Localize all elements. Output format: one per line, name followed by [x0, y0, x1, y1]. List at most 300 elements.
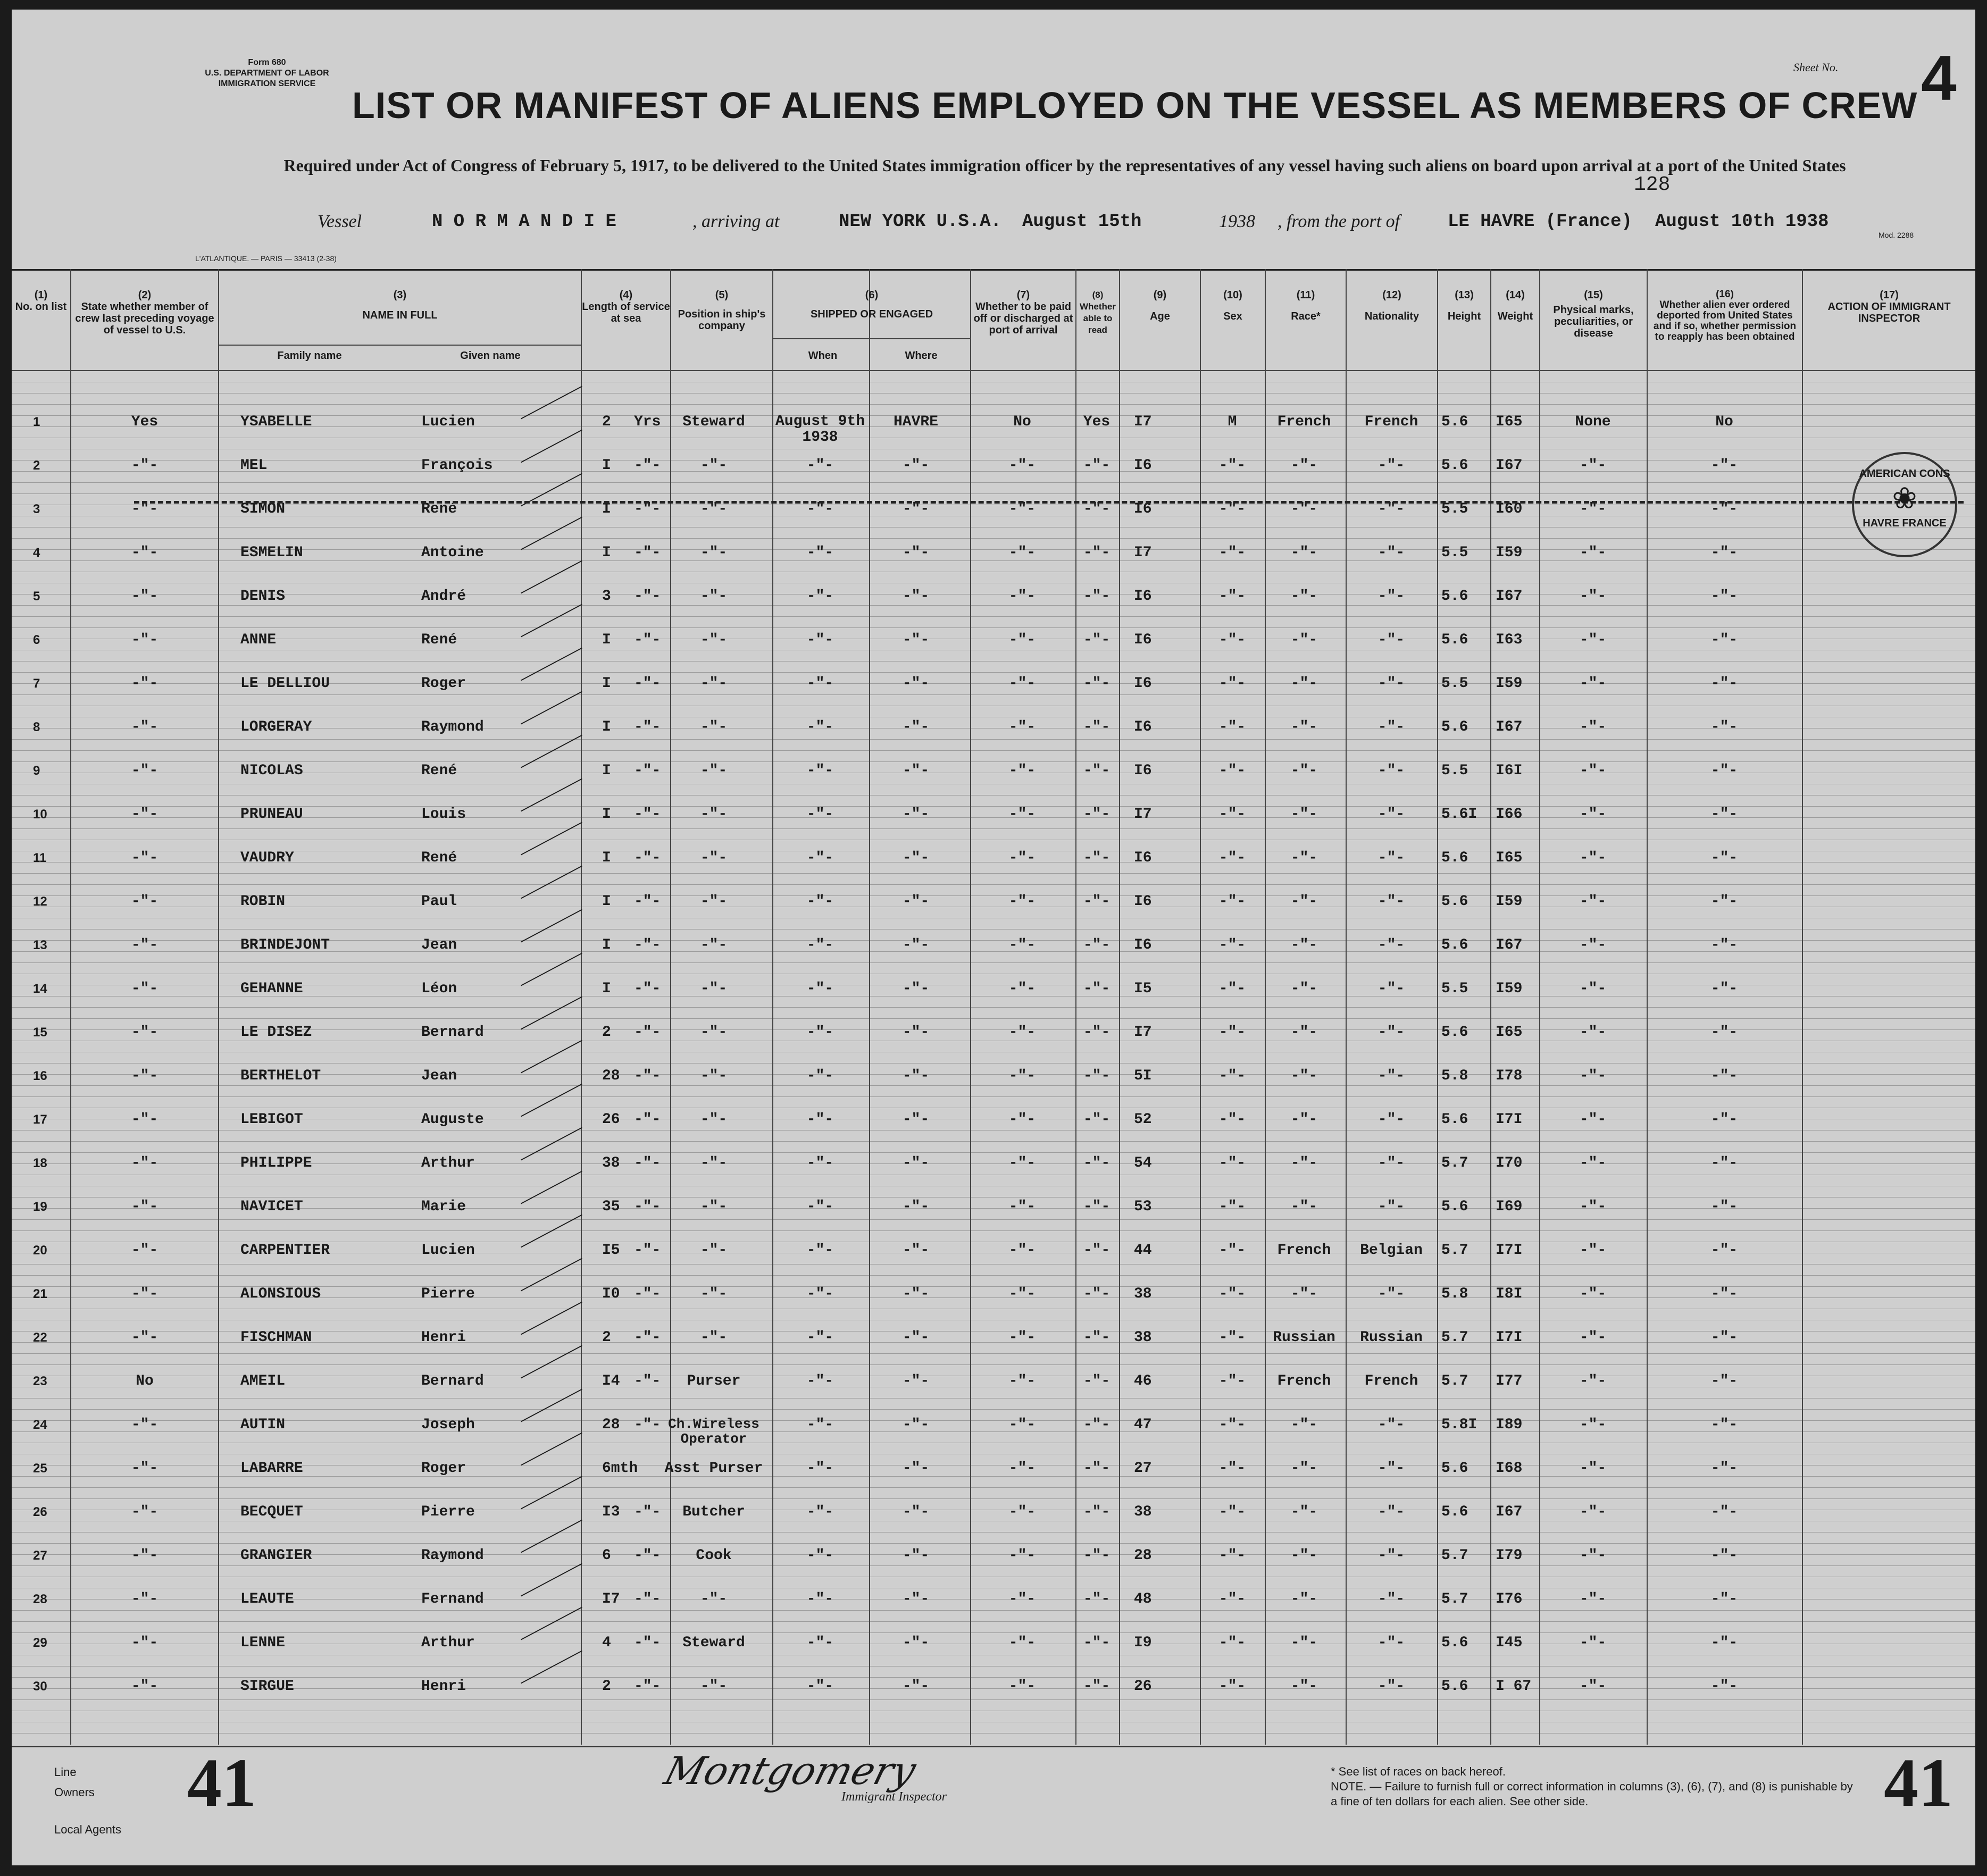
prev-voyage: -"- — [131, 1678, 158, 1695]
paid-off: -"- — [1008, 850, 1036, 866]
shipped-when: -"- — [806, 1547, 834, 1564]
consulate-stamp — [1852, 452, 1957, 557]
nationality: Belgian — [1360, 1242, 1423, 1259]
given-name: Raymond — [421, 719, 484, 735]
service-length: I — [602, 457, 611, 474]
row-number: 11 — [33, 851, 47, 865]
prev-voyage: No — [136, 1373, 154, 1389]
deported: -"- — [1710, 763, 1738, 779]
age: 38 — [1134, 1286, 1152, 1302]
height: 5.5 — [1441, 501, 1468, 517]
able-to-read: -"- — [1083, 588, 1111, 605]
given-name: René — [421, 501, 457, 517]
shipped-where: -"- — [902, 1547, 930, 1564]
given-name: René — [421, 763, 457, 779]
row-number: 3 — [33, 502, 40, 516]
shipped-when: August 9th 1938 — [775, 413, 865, 446]
sheet-number: 4 — [1921, 43, 1957, 114]
position: -"- — [700, 1591, 728, 1607]
shipped-where: -"- — [902, 675, 930, 692]
age: 27 — [1134, 1460, 1152, 1477]
ruled-line — [12, 962, 1975, 963]
service-length: 35 — [602, 1199, 620, 1215]
family-name: LEBIGOT — [240, 1111, 303, 1128]
shipped-when: -"- — [806, 1155, 834, 1171]
race: -"- — [1290, 1155, 1318, 1171]
shipped-where: -"- — [902, 1591, 930, 1607]
age: I6 — [1134, 501, 1152, 517]
age: I6 — [1134, 937, 1152, 953]
column-divider — [1075, 269, 1076, 1745]
row-number: 30 — [33, 1679, 47, 1694]
row-number: 10 — [33, 807, 47, 822]
row-number: 19 — [33, 1200, 47, 1214]
ruled-line — [12, 1487, 1975, 1488]
mod-number: Mod. 2288 — [1879, 231, 1914, 239]
eagle-seal-icon: ❀ — [1892, 482, 1917, 515]
prev-voyage: -"- — [131, 1155, 158, 1171]
position: -"- — [700, 1068, 728, 1084]
row-number: 1 — [33, 415, 40, 429]
row-number: 26 — [33, 1505, 47, 1519]
weight: I79 — [1496, 1547, 1523, 1564]
sex: -"- — [1218, 719, 1246, 735]
shipped-where: -"- — [902, 1024, 930, 1041]
shipped-where: -"- — [902, 1504, 930, 1520]
ruled-line — [12, 761, 1975, 762]
shipped-where: -"- — [902, 1068, 930, 1084]
ruled-line — [12, 884, 1975, 885]
deported: -"- — [1710, 1460, 1738, 1477]
line-label: Line — [54, 1765, 77, 1779]
shipped-when: -"- — [806, 719, 834, 735]
shipped-where: -"- — [902, 1635, 930, 1651]
col7-header: (7) Whether to be paid off or discharged at port of arrival — [973, 289, 1073, 336]
owners-label: Owners — [54, 1786, 95, 1799]
physical-marks: -"- — [1579, 981, 1607, 997]
footer-number-left: 41 — [187, 1745, 256, 1821]
physical-marks: -"- — [1579, 1329, 1607, 1346]
service-unit: -"- — [634, 937, 661, 953]
deported: -"- — [1710, 1286, 1738, 1302]
shipped-when: -"- — [806, 545, 834, 561]
service-unit: -"- — [634, 1286, 661, 1302]
ruled-line — [12, 1498, 1975, 1499]
prev-voyage: -"- — [131, 1460, 158, 1477]
sex: -"- — [1218, 937, 1246, 953]
able-to-read: -"- — [1083, 1635, 1111, 1651]
page-subtitle: Required under Act of Congress of February 5, 1917, to be delivered to the United States immigration officer by the representatives of any vessel having such aliens on board upon arrival at a port of the United States — [283, 156, 1846, 175]
col13-header: (13) Height — [1447, 289, 1481, 322]
shipped-when: -"- — [806, 981, 834, 997]
service-length: I — [602, 981, 611, 997]
shipped-where: -"- — [902, 1199, 930, 1215]
height: 5.6 — [1441, 719, 1468, 735]
family-name: NICOLAS — [240, 763, 303, 779]
row-number: 5 — [33, 589, 40, 604]
shipped-where: -"- — [902, 457, 930, 474]
physical-marks: -"- — [1579, 501, 1607, 517]
family-name: ESMELIN — [240, 545, 303, 561]
weight: I67 — [1496, 937, 1523, 953]
service-unit: -"- — [634, 588, 661, 605]
given-name: André — [421, 588, 466, 605]
family-name: FISCHMAN — [240, 1329, 312, 1346]
able-to-read: Yes — [1083, 414, 1111, 430]
name-subheader-line — [219, 345, 581, 346]
shipped-when: -"- — [806, 632, 834, 648]
deported: -"- — [1710, 1199, 1738, 1215]
service-unit: -"- — [634, 719, 661, 735]
race: -"- — [1290, 1024, 1318, 1041]
physical-marks: -"- — [1579, 1155, 1607, 1171]
sex: -"- — [1218, 1068, 1246, 1084]
weight: I67 — [1496, 457, 1523, 474]
row-number: 18 — [33, 1156, 47, 1170]
height: 5.8I — [1441, 1417, 1477, 1433]
position: -"- — [700, 1024, 728, 1041]
able-to-read: -"- — [1083, 937, 1111, 953]
ruled-line — [12, 1152, 1975, 1153]
age: I6 — [1134, 632, 1152, 648]
physical-marks: -"- — [1579, 1242, 1607, 1259]
sex: -"- — [1218, 1678, 1246, 1695]
service-unit: -"- — [634, 1068, 661, 1084]
shipped-when: -"- — [806, 1329, 834, 1346]
col6-header: (6) SHIPPED OR ENGAGED — [810, 289, 933, 320]
physical-marks: -"- — [1579, 1111, 1607, 1128]
row-number: 13 — [33, 938, 47, 952]
col14-header: (14) Weight — [1497, 289, 1533, 322]
given-name: Léon — [421, 981, 457, 997]
deported: -"- — [1710, 1242, 1738, 1259]
ruled-line — [12, 1353, 1975, 1354]
family-name: YSABELLE — [240, 414, 312, 430]
race: -"- — [1290, 1591, 1318, 1607]
weight: I77 — [1496, 1373, 1523, 1389]
family-name: PRUNEAU — [240, 806, 303, 823]
service-length: 28 — [602, 1068, 620, 1084]
physical-marks: -"- — [1579, 1635, 1607, 1651]
nationality: -"- — [1377, 545, 1405, 561]
arriving-label: , arriving at — [692, 212, 780, 231]
row-number: 20 — [33, 1243, 47, 1258]
weight: I59 — [1496, 545, 1523, 561]
service-unit: -"- — [634, 1329, 661, 1346]
race: -"- — [1290, 1460, 1318, 1477]
paid-off: -"- — [1008, 893, 1036, 910]
given-name: Jean — [421, 937, 457, 953]
prev-voyage: -"- — [131, 1417, 158, 1433]
penalty-note: NOTE. — Failure to furnish full or correct information in columns (3), (6), (7), and (8) is punishable by a fine of ten dollars for each alien. See other side. — [1331, 1780, 1853, 1808]
shipped-where: -"- — [902, 893, 930, 910]
service-length: I — [602, 893, 611, 910]
row-number: 12 — [33, 894, 47, 909]
ruled-line — [12, 1632, 1975, 1633]
height: 5.6 — [1441, 937, 1468, 953]
deported: -"- — [1710, 501, 1738, 517]
physical-marks: -"- — [1579, 1286, 1607, 1302]
physical-marks: -"- — [1579, 1417, 1607, 1433]
height: 5.7 — [1441, 1329, 1468, 1346]
row-number: 21 — [33, 1287, 47, 1301]
ruled-line — [12, 627, 1975, 628]
shipped-when: -"- — [806, 1635, 834, 1651]
sex: -"- — [1218, 1199, 1246, 1215]
service-unit: -"- — [634, 1111, 661, 1128]
service-length: 3 — [602, 588, 611, 605]
prev-voyage: Yes — [131, 414, 158, 430]
col12-header: (12) Nationality — [1364, 289, 1420, 322]
able-to-read: -"- — [1083, 632, 1111, 648]
able-to-read: -"- — [1083, 1024, 1111, 1041]
given-name: Arthur — [421, 1155, 475, 1171]
height: 5.7 — [1441, 1155, 1468, 1171]
service-length: I — [602, 850, 611, 866]
ruled-line — [12, 1275, 1975, 1276]
age: I6 — [1134, 457, 1152, 474]
age: I7 — [1134, 414, 1152, 430]
given-name: Roger — [421, 675, 466, 692]
col15-header: (15) Physical marks, peculiarities, or disease — [1553, 289, 1634, 339]
paid-off: -"- — [1008, 588, 1036, 605]
service-length: 4 — [602, 1635, 611, 1651]
weight: I65 — [1496, 414, 1523, 430]
nationality: -"- — [1377, 457, 1405, 474]
sex: -"- — [1218, 1635, 1246, 1651]
shipped-when: -"- — [806, 1286, 834, 1302]
weight: I76 — [1496, 1591, 1523, 1607]
race: -"- — [1290, 457, 1318, 474]
height: 5.5 — [1441, 763, 1468, 779]
deported: -"- — [1710, 1591, 1738, 1607]
nationality: -"- — [1377, 1504, 1405, 1520]
age: 52 — [1134, 1111, 1152, 1128]
paid-off: -"- — [1008, 1373, 1036, 1389]
family-name: BECQUET — [240, 1504, 303, 1520]
row-number: 6 — [33, 633, 40, 647]
column-divider — [1490, 269, 1491, 1745]
given-name: René — [421, 850, 457, 866]
prev-voyage: -"- — [131, 1329, 158, 1346]
service-unit: -"- — [634, 893, 661, 910]
row-number: 9 — [33, 764, 40, 778]
able-to-read: -"- — [1083, 1242, 1111, 1259]
prev-voyage: -"- — [131, 501, 158, 517]
race: French — [1277, 414, 1331, 430]
race: -"- — [1290, 1504, 1318, 1520]
service-unit: -"- — [634, 1635, 661, 1651]
position: -"- — [700, 1286, 728, 1302]
deported: -"- — [1710, 632, 1738, 648]
shipped-where: -"- — [902, 545, 930, 561]
col8-header: (8) Whether able to read — [1080, 290, 1116, 335]
sex: -"- — [1218, 501, 1246, 517]
service-length: I — [602, 501, 611, 517]
able-to-read: -"- — [1083, 981, 1111, 997]
weight: I89 — [1496, 1417, 1523, 1433]
prev-voyage: -"- — [131, 719, 158, 735]
age: 5I — [1134, 1068, 1152, 1084]
age: I7 — [1134, 545, 1152, 561]
able-to-read: -"- — [1083, 806, 1111, 823]
service-unit: -"- — [634, 806, 661, 823]
shipped-where: -"- — [902, 501, 930, 517]
shipped-where: -"- — [902, 937, 930, 953]
family-name: ROBIN — [240, 893, 286, 910]
given-name: Roger — [421, 1460, 466, 1477]
given-name: Fernand — [421, 1591, 484, 1607]
weight: I7I — [1496, 1329, 1523, 1346]
shipped-when: -"- — [806, 1591, 834, 1607]
paid-off: -"- — [1008, 1199, 1036, 1215]
service-unit: -"- — [634, 675, 661, 692]
ruled-line — [12, 1085, 1975, 1086]
physical-marks: None — [1575, 414, 1611, 430]
ruled-line — [12, 1141, 1975, 1142]
given-name: Paul — [421, 893, 457, 910]
nationality: -"- — [1377, 1155, 1405, 1171]
sex: -"- — [1218, 588, 1246, 605]
nationality: -"- — [1377, 937, 1405, 953]
shipped-when: -"- — [806, 937, 834, 953]
service-unit: Yrs — [634, 414, 661, 430]
age: I6 — [1134, 675, 1152, 692]
age: 28 — [1134, 1547, 1152, 1564]
position: -"- — [700, 1242, 728, 1259]
service-length: I — [602, 763, 611, 779]
height: 5.7 — [1441, 1547, 1468, 1564]
given-name: Pierre — [421, 1286, 475, 1302]
ruled-line — [12, 1219, 1975, 1220]
paid-off: No — [1013, 414, 1031, 430]
race: -"- — [1290, 1111, 1318, 1128]
family-name: VAUDRY — [240, 850, 294, 866]
given-name: Bernard — [421, 1373, 484, 1389]
sex: -"- — [1218, 457, 1246, 474]
footer-notes — [1331, 1764, 1863, 1809]
service-length: I0 — [602, 1286, 620, 1302]
weight: I70 — [1496, 1155, 1523, 1171]
physical-marks: -"- — [1579, 1068, 1607, 1084]
deported: -"- — [1710, 1111, 1738, 1128]
sex: -"- — [1218, 632, 1246, 648]
service-unit: -"- — [634, 1155, 661, 1171]
sex: -"- — [1218, 806, 1246, 823]
arriving-port: NEW YORK U.S.A. — [839, 212, 1002, 232]
ruled-line — [12, 1621, 1975, 1622]
col2-header: (2) State whether member of crew last preceding voyage of vessel to U.S. — [75, 289, 214, 336]
column-divider — [218, 269, 219, 1745]
departure-port: LE HAVRE (France) — [1448, 212, 1632, 232]
height: 5.6 — [1441, 1460, 1468, 1477]
service-length: I — [602, 806, 611, 823]
given-name: Henri — [421, 1678, 466, 1695]
given-name: Joseph — [421, 1417, 475, 1433]
able-to-read: -"- — [1083, 501, 1111, 517]
shipped-where: -"- — [902, 1111, 930, 1128]
age: I7 — [1134, 1024, 1152, 1041]
physical-marks: -"- — [1579, 1547, 1607, 1564]
service-length: 2 — [602, 1329, 611, 1346]
weight: I60 — [1496, 501, 1523, 517]
height: 5.8 — [1441, 1286, 1468, 1302]
nationality: -"- — [1377, 1286, 1405, 1302]
family-name: AMEIL — [240, 1373, 286, 1389]
row-number: 14 — [33, 982, 47, 996]
height: 5.6 — [1441, 1111, 1468, 1128]
weight: I 67 — [1496, 1678, 1532, 1695]
able-to-read: -"- — [1083, 1591, 1111, 1607]
family-name: GEHANNE — [240, 981, 303, 997]
deported: -"- — [1710, 1678, 1738, 1695]
paid-off: -"- — [1008, 1547, 1036, 1564]
nationality: -"- — [1377, 675, 1405, 692]
nationality: -"- — [1377, 719, 1405, 735]
deported: No — [1715, 414, 1733, 430]
able-to-read: -"- — [1083, 1547, 1111, 1564]
deported: -"- — [1710, 981, 1738, 997]
race: -"- — [1290, 1199, 1318, 1215]
shipped-when: -"- — [806, 1111, 834, 1128]
column-divider — [70, 269, 71, 1745]
position: -"- — [700, 501, 728, 517]
ruled-line — [12, 873, 1975, 874]
shipped-where: -"- — [902, 1329, 930, 1346]
prev-voyage: -"- — [131, 1504, 158, 1520]
weight: I65 — [1496, 1024, 1523, 1041]
column-divider — [1437, 269, 1438, 1745]
service-length: I — [602, 937, 611, 953]
prev-voyage: -"- — [131, 806, 158, 823]
height: 5.6 — [1441, 1199, 1468, 1215]
race: -"- — [1290, 937, 1318, 953]
given-name: Henri — [421, 1329, 466, 1346]
ruled-line — [12, 1677, 1975, 1678]
weight: I7I — [1496, 1111, 1523, 1128]
age: I5 — [1134, 981, 1152, 997]
nationality: -"- — [1377, 1591, 1405, 1607]
vessel-name: N O R M A N D I E — [432, 212, 616, 232]
deported: -"- — [1710, 850, 1738, 866]
row-number: 22 — [33, 1330, 47, 1345]
race: Russian — [1273, 1329, 1335, 1346]
shipped-when: -"- — [806, 1678, 834, 1695]
weight: I63 — [1496, 632, 1523, 648]
deported: -"- — [1710, 719, 1738, 735]
physical-marks: -"- — [1579, 719, 1607, 735]
able-to-read: -"- — [1083, 1460, 1111, 1477]
position: -"- — [700, 763, 728, 779]
paid-off: -"- — [1008, 1329, 1036, 1346]
ruled-line — [12, 616, 1975, 617]
shipped-when: -"- — [806, 1460, 834, 1477]
age: 47 — [1134, 1417, 1152, 1433]
sex: -"- — [1218, 1111, 1246, 1128]
position: Ch.Wireless Operator — [668, 1416, 759, 1447]
deported: -"- — [1710, 1024, 1738, 1041]
height: 5.7 — [1441, 1242, 1468, 1259]
family-name: GRANGIER — [240, 1547, 312, 1564]
weight: I6I — [1496, 763, 1523, 779]
service-length: 38 — [602, 1155, 620, 1171]
family-name: PHILIPPE — [240, 1155, 312, 1171]
manifest-sheet — [12, 10, 1975, 1865]
race: -"- — [1290, 763, 1318, 779]
shipped-when: -"- — [806, 1068, 834, 1084]
age: I6 — [1134, 719, 1152, 735]
position: Cook — [696, 1547, 732, 1564]
